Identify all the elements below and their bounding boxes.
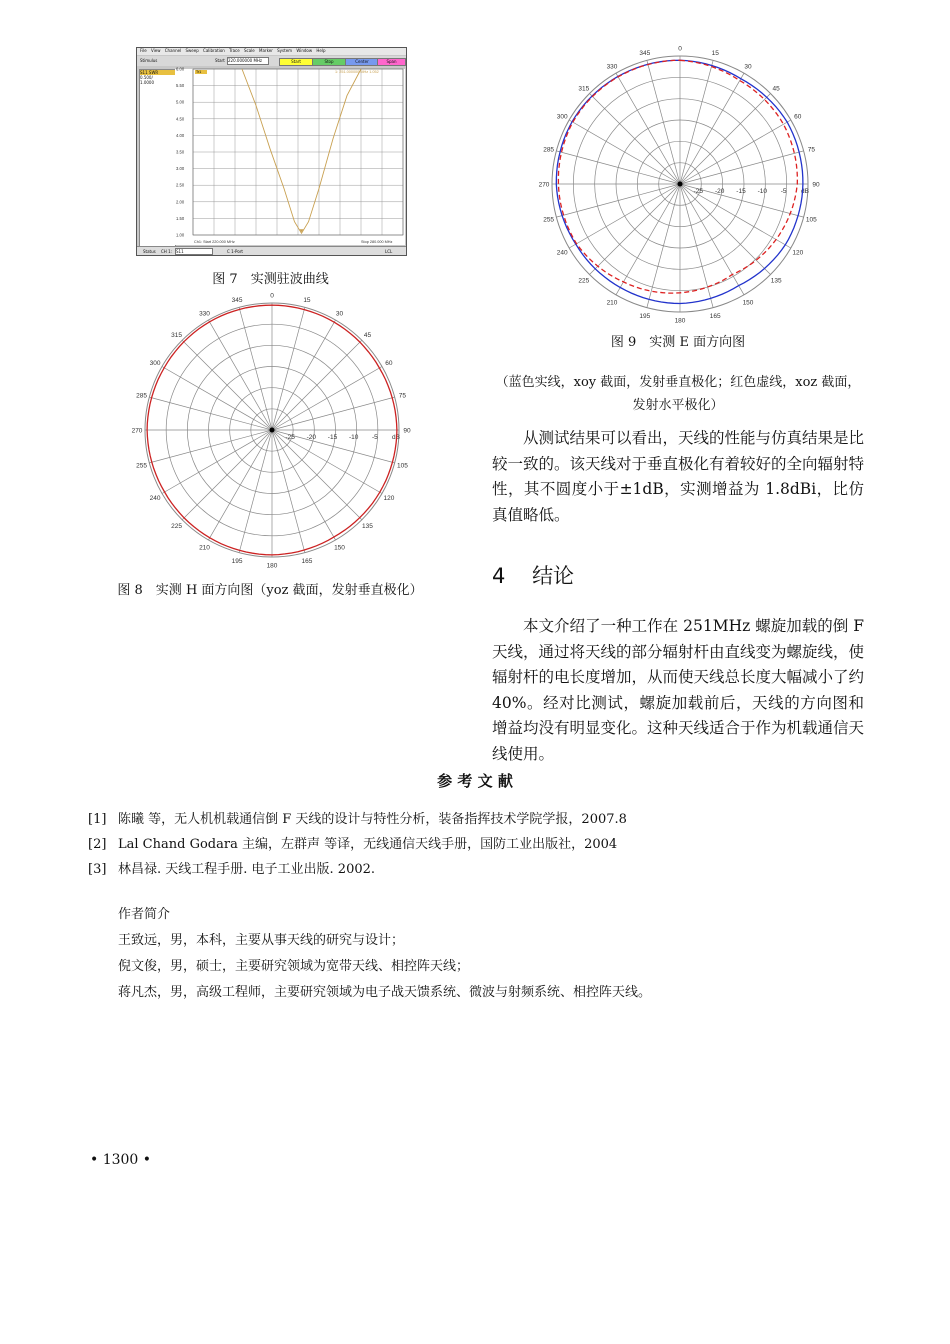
section-heading	[492, 560, 574, 590]
polar-angle-label: 285	[543, 146, 555, 154]
vna-stimulus-label: Stimulus	[140, 58, 158, 63]
polar-angle-label: 180	[674, 317, 686, 325]
polar-radial-label: -25	[693, 188, 704, 195]
y-tick-label: 3.00	[176, 166, 185, 172]
polar-angle-label: 240	[556, 249, 568, 257]
vna-param: S11	[175, 248, 213, 255]
polar-spoke	[272, 430, 336, 540]
polar-spoke	[182, 340, 272, 430]
polar-angle-label: 60	[794, 113, 802, 121]
polar-spoke	[680, 184, 744, 295]
polar-angle-label: 90	[403, 427, 411, 435]
vna-start-field[interactable]: 220.000000 MHz	[227, 57, 269, 65]
polar-angle-label: 120	[792, 249, 804, 257]
fig9-caption: 图 9 实测 E 面方向图	[610, 335, 746, 350]
polar-spoke	[616, 184, 680, 295]
polar-radial-label: -15	[327, 434, 338, 441]
polar-spoke	[182, 430, 272, 520]
vna-side-info: 1.0000	[140, 80, 154, 85]
y-tick-label: 3.50	[176, 149, 185, 155]
polar-spoke	[272, 320, 336, 430]
polar-angle-label: 60	[385, 360, 393, 367]
polar-angle-label: 225	[171, 522, 182, 530]
vna-menu-item: File	[140, 48, 147, 53]
polar-center-dot	[270, 428, 275, 433]
polar-angle-label: 195	[639, 312, 651, 320]
polar-angle-label: 45	[363, 332, 372, 340]
polar-radial-label: -5	[371, 434, 378, 441]
vna-start-label: Start	[215, 58, 225, 63]
polar-center-dot	[678, 182, 683, 187]
vna-menu-item: Trace	[229, 48, 240, 53]
fig8-caption: 图 8 实测 H 面方向图（yoz 截面，发射垂直极化）	[117, 583, 423, 598]
reference-item	[88, 833, 617, 852]
polar-spoke	[209, 430, 273, 540]
swr-plot	[175, 66, 405, 245]
polar-spoke	[680, 184, 771, 275]
polar-angle-label: 180	[266, 562, 278, 570]
y-tick-label: 2.50	[176, 182, 185, 188]
polar-angle-label: 225	[578, 277, 590, 285]
polar-angle-label: 270	[538, 181, 550, 189]
vna-channel: CH 1:	[161, 249, 172, 254]
polar-radial-label: -10	[757, 188, 768, 195]
vna-menu-item: Marker	[259, 48, 273, 53]
polar-angle-label: 135	[362, 522, 373, 530]
polar-angle-label: 75	[398, 392, 407, 400]
polar-angle-label: 300	[149, 360, 161, 367]
trace-label: Tr1	[196, 70, 202, 74]
polar-spoke	[680, 120, 791, 184]
section-title: 结论	[532, 564, 575, 588]
vna-start-button[interactable]: Start	[279, 58, 313, 66]
vna-menu-item: Scale	[243, 48, 255, 53]
page-number: • 1300 •	[90, 1152, 152, 1168]
vna-cal: C 1-Port	[227, 249, 243, 254]
vna-menu-item: Calibration	[203, 48, 225, 53]
polar-angle-label: 330	[606, 63, 618, 71]
vna-stop-button[interactable]: Stop	[312, 58, 346, 66]
polar-angle-label: 105	[805, 216, 817, 224]
y-tick-label: 4.50	[176, 116, 185, 122]
y-tick-label: 1.50	[176, 215, 185, 221]
polar-angle-label: 30	[335, 310, 344, 318]
polar-angle-label: 315	[171, 332, 182, 340]
vna-side-info: 0.500/	[140, 75, 153, 80]
vna-center-button[interactable]: Center	[345, 58, 379, 66]
author-line: 倪文俊，男，硕士，主要研究领域为宽带天线、相控阵天线；	[118, 959, 470, 974]
conclusion-paragraph	[492, 614, 864, 767]
vna-menu-item: Help	[316, 48, 326, 53]
polar-angle-label: 255	[543, 216, 555, 224]
vna-status: Status	[143, 249, 156, 254]
polar-radial-label: dB	[801, 188, 809, 195]
reference-text: 陈曦 等，无人机机载通信倒 F 天线的设计与特性分析，装备指挥技术学院学报，2007.8	[118, 812, 627, 827]
fig7-caption: 图 7 实测驻波曲线	[212, 272, 329, 287]
h-plane-polar-plot	[131, 292, 411, 570]
polar-spoke	[209, 320, 273, 430]
vna-lcl: LCL	[385, 249, 393, 254]
reference-item	[88, 808, 627, 827]
polar-angle-label: 15	[711, 50, 719, 58]
polar-angle-label: 75	[807, 146, 815, 154]
polar-radial-label: -20	[306, 434, 317, 441]
polar-angle-label: 90	[812, 181, 820, 189]
polar-spoke	[272, 367, 382, 431]
polar-angle-label: 0	[678, 45, 682, 53]
polar-angle-label: 240	[149, 495, 161, 502]
polar-angle-label: 195	[231, 557, 243, 565]
y-tick-label: 6.00	[176, 66, 185, 72]
vna-menubar	[137, 48, 406, 55]
polar-radial-label: dB	[392, 434, 400, 441]
polar-angle-label: 210	[199, 544, 210, 552]
polar-spoke	[569, 120, 680, 184]
polar-spoke	[272, 340, 362, 430]
polar-radial-label: -25	[285, 434, 295, 441]
vna-menu-item: Channel	[164, 48, 182, 53]
paragraph-text: 本文介绍了一种工作在 251MHz 螺旋加载的倒 F 天线，通过将天线的部分辐射杆由直线变为螺旋线，使辐射杆的电长度增加，从而使天线总长度大幅减小了约 40%。经对比测试，螺旋加载前后，天线的方向图和增益均没有明显变化。这种天线适合于作为机载通信天线使用。	[492, 617, 865, 763]
author-heading: 作者简介	[118, 907, 171, 922]
polar-angle-label: 300	[556, 113, 568, 121]
y-tick-label: 5.50	[176, 83, 185, 89]
vna-side-info: S11 SWR	[140, 70, 175, 75]
y-tick-label: 2.00	[176, 199, 185, 205]
polar-angle-label: 270	[131, 427, 143, 435]
polar-radial-label: -15	[736, 188, 746, 195]
polar-radial-label: -10	[348, 434, 359, 441]
footer-stop: Stop 280.000 MHz	[361, 240, 393, 244]
polar-angle-label: 120	[383, 495, 395, 502]
polar-angle-label: 150	[334, 544, 345, 552]
reference-text: Lal Chand Godara 主编，左群声 等译，无线通信天线手册，国防工业出版社，2004	[118, 837, 618, 852]
vna-menu-item: View	[150, 48, 161, 53]
fig9-note-line2: 发射水平极化）	[632, 398, 724, 413]
polar-angle-label: 30	[744, 63, 752, 71]
polar-angle-label: 345	[231, 297, 243, 305]
polar-radial-label: -5	[780, 188, 787, 195]
vna-menu-item: System	[277, 48, 293, 53]
polar-angle-label: 255	[136, 462, 148, 470]
reference-number: [1]	[88, 812, 107, 827]
section-number: 4	[492, 564, 506, 588]
marker-readout: 1: 251.000000 MHz 1.052	[335, 70, 379, 74]
polar-angle-label: 45	[772, 85, 780, 93]
polar-spoke	[569, 184, 680, 248]
y-tick-label: 1.00	[176, 232, 185, 238]
polar-spoke	[162, 367, 272, 431]
polar-spoke	[680, 73, 744, 184]
reference-number: [2]	[88, 837, 107, 852]
polar-angle-label: 345	[639, 50, 651, 58]
footer-start: Ch1: Start 220.000 MHz	[194, 240, 235, 244]
polar-spoke	[616, 73, 680, 184]
polar-angle-label: 165	[709, 312, 721, 320]
polar-angle-label: 135	[770, 277, 782, 285]
reference-item	[88, 858, 375, 877]
y-tick-label: 5.00	[176, 99, 185, 105]
author-line: 王致远，男，本科，主要从事天线的研究与设计；	[118, 933, 405, 948]
vna-side-panel	[139, 69, 176, 247]
author-line: 蒋凡杰，男，高级工程师，主要研究领域为电子战天馈系统、微波与射频系统、相控阵天线。	[118, 985, 652, 1000]
vna-menu-item: Window	[296, 48, 313, 53]
polar-spoke	[589, 93, 680, 184]
e-plane-polar-plot	[538, 45, 820, 325]
fig9-note-line1: （蓝色实线，xoy 截面，发射垂直极化；红色虚线，xoz 截面，	[495, 375, 861, 390]
vna-menu-item: Sweep	[185, 48, 199, 53]
polar-angle-label: 105	[396, 462, 408, 470]
vna-status-bar	[137, 246, 406, 255]
references-heading: 参 考 文 献	[437, 772, 513, 790]
y-tick-label: 4.00	[176, 132, 185, 138]
polar-spoke	[680, 93, 771, 184]
polar-angle-label: 210	[606, 299, 618, 307]
polar-angle-label: 165	[301, 557, 313, 565]
polar-angle-label: 15	[303, 297, 311, 305]
polar-angle-label: 0	[270, 292, 274, 300]
reference-text: 林昌禄. 天线工程手册. 电子工业出版. 2002.	[118, 862, 376, 877]
vna-screenshot	[136, 47, 407, 256]
polar-radial-label: -20	[714, 188, 725, 195]
author-bios	[118, 902, 651, 1006]
polar-spoke	[162, 430, 272, 494]
result-paragraph	[492, 426, 864, 528]
vna-span-button[interactable]: Span	[377, 58, 406, 66]
reference-number: [3]	[88, 862, 107, 877]
polar-angle-label: 150	[742, 299, 754, 307]
polar-angle-label: 315	[578, 85, 590, 93]
polar-spoke	[272, 430, 362, 520]
polar-angle-label: 285	[136, 392, 148, 400]
polar-angle-label: 330	[199, 310, 210, 318]
paragraph-text: 从测试结果可以看出，天线的性能与仿真结果是比较一致的。该天线对于垂直极化有着较好的全向辐射特性，其不圆度小于±1dB，实测增益为 1.8dBi，比仿真值略低。	[492, 429, 865, 524]
polar-spoke	[589, 184, 680, 275]
